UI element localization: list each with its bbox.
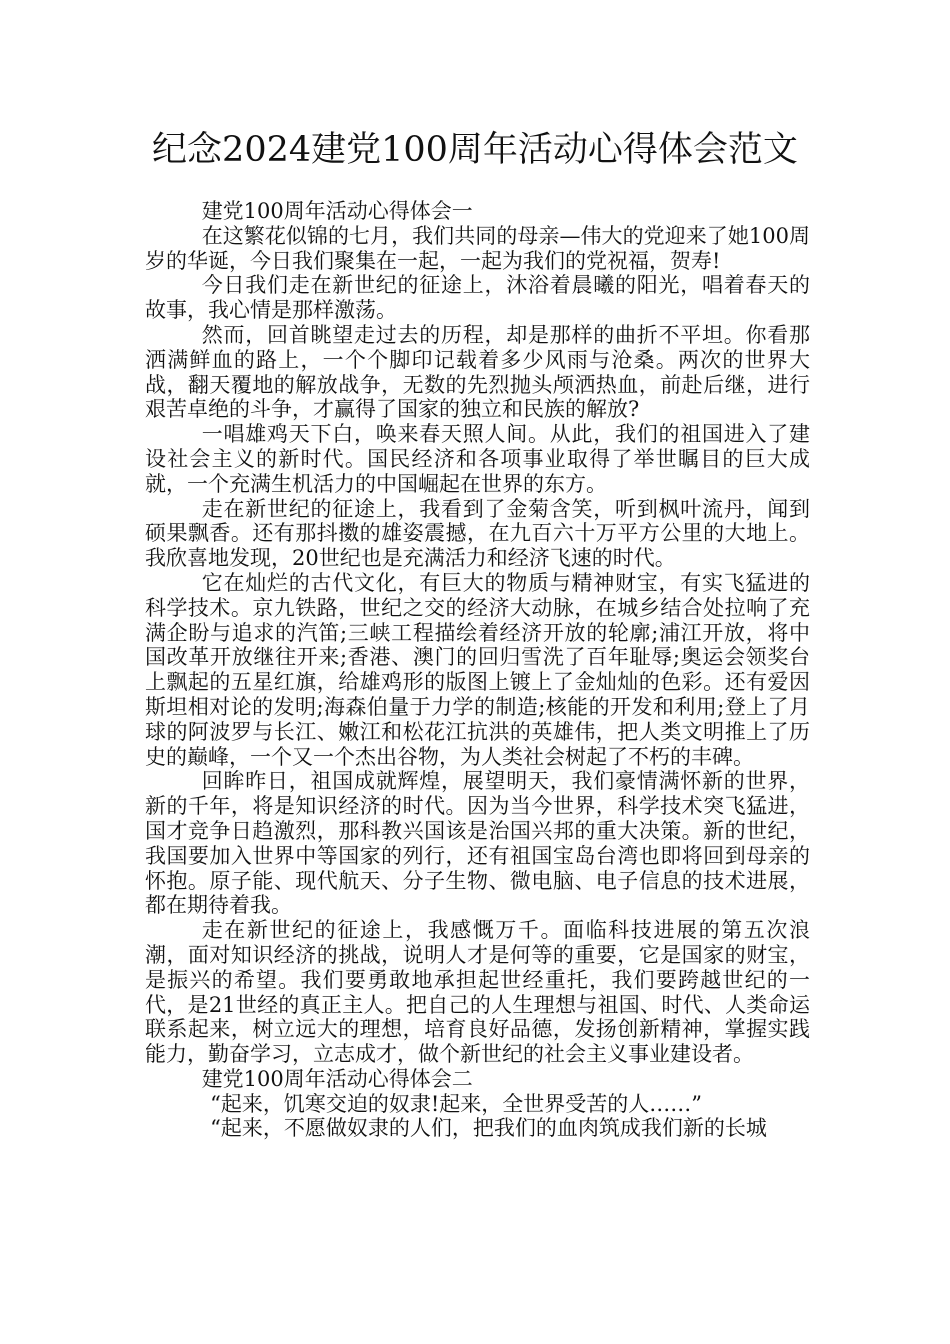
body-paragraph: 一唱雄鸡天下白，唤来春天照人间。从此，我们的祖国进入了建设社会主义的新时代。国民经济和各项事业取得了举世瞩目的巨大成就，一个充满生机活力的中国崛起在世界的东方。	[145, 422, 810, 496]
document-body	[145, 199, 810, 1141]
document-title: 纪念2024建党100周年活动心得体会范文	[152, 130, 798, 170]
body-paragraph: 然而，回首眺望走过去的历程，却是那样的曲折不平坦。你看那洒满鲜血的路上，一个个脚印记载着多少风雨与沧桑。两次的世界大战，翻天覆地的解放战争，无数的先烈抛头颅洒热血，前赴后继，进行艰苦卓绝的斗争，才赢得了国家的独立和民族的解放?	[145, 322, 810, 422]
quote-paragraph: “起来，不愿做奴隶的人们，把我们的血肉筑成我们新的长城	[210, 1116, 767, 1141]
section-heading: 建党100周年活动心得体会二	[201, 1066, 473, 1091]
body-paragraph: 走在新世纪的征途上，我看到了金菊含笑，听到枫叶流丹，闻到硕果飘香。还有那抖擞的雄姿震撼，在九百六十万平方公里的大地上。我欣喜地发现，20世纪也是充满活力和经济飞速的时代。	[145, 496, 810, 571]
section-heading: 建党100周年活动心得体会一	[201, 199, 473, 223]
body-paragraph: 走在新世纪的征途上，我感慨万千。面临科技进展的第五次浪潮，面对知识经济的挑战，说明人才是何等的重要，它是国家的财宝，是振兴的希望。我们要勇敢地承担起世经重托，我们要跨越世纪的一代，是21世经的真正主人。把自己的人生理想与祖国、时代、人类命运联系起来，树立远大的理想，培育良好品德，发扬创新精神，掌握实践能力，勤奋学习，立志成才，做个新世纪的社会主义事业建设者。	[145, 918, 810, 1067]
body-paragraph: 今日我们走在新世纪的征途上，沐浴着晨曦的阳光，唱着春天的故事，我心情是那样激荡。	[145, 273, 810, 323]
quote-paragraph: “起来，饥寒交迫的奴隶!起来，全世界受苦的人……”	[210, 1091, 703, 1116]
body-paragraph: 它在灿烂的古代文化，有巨大的物质与精神财宝，有实飞猛进的科学技术。京九铁路，世纪之交的经济大动脉，在城乡结合处拉响了充满企盼与追求的汽笛;三峡工程描绘着经济开放的轮廓;浦江开放，将中国改革开放继往开来;香港、澳门的回归雪洗了百年耻辱;奥运会领奖台上飘起的五星红旗，给雄鸡形的版图上镀上了金灿灿的色彩。还有爱因斯坦相对论的发明;海森伯量于力学的制造;核能的开发和利用;登上了月球的阿波罗与长江、嫩江和松花江抗洪的英雄伟，把人类文明推上了历史的巅峰，一个又一个杰出谷物，为人类社会树起了不朽的丰碑。	[145, 570, 810, 769]
body-paragraph: 回眸昨日，祖国成就辉煌，展望明天，我们豪情满怀新的世界，新的千年，将是知识经济的时代。因为当今世界，科学技术突飞猛进，国才竞争日趋激烈，那科教兴国该是治国兴邦的重大决策。新的世纪，我国要加入世界中等国家的列行，还有祖国宝岛台湾也即将回到母亲的怀抱。原子能、现代航天、分子生物、微电脑、电子信息的技术进展，都在期待着我。	[145, 769, 810, 918]
body-paragraph: 在这繁花似锦的七月，我们共同的母亲—伟大的党迎来了她100周岁的华诞，今日我们聚集在一起，一起为我们的党祝福，贺寿!	[145, 223, 810, 273]
